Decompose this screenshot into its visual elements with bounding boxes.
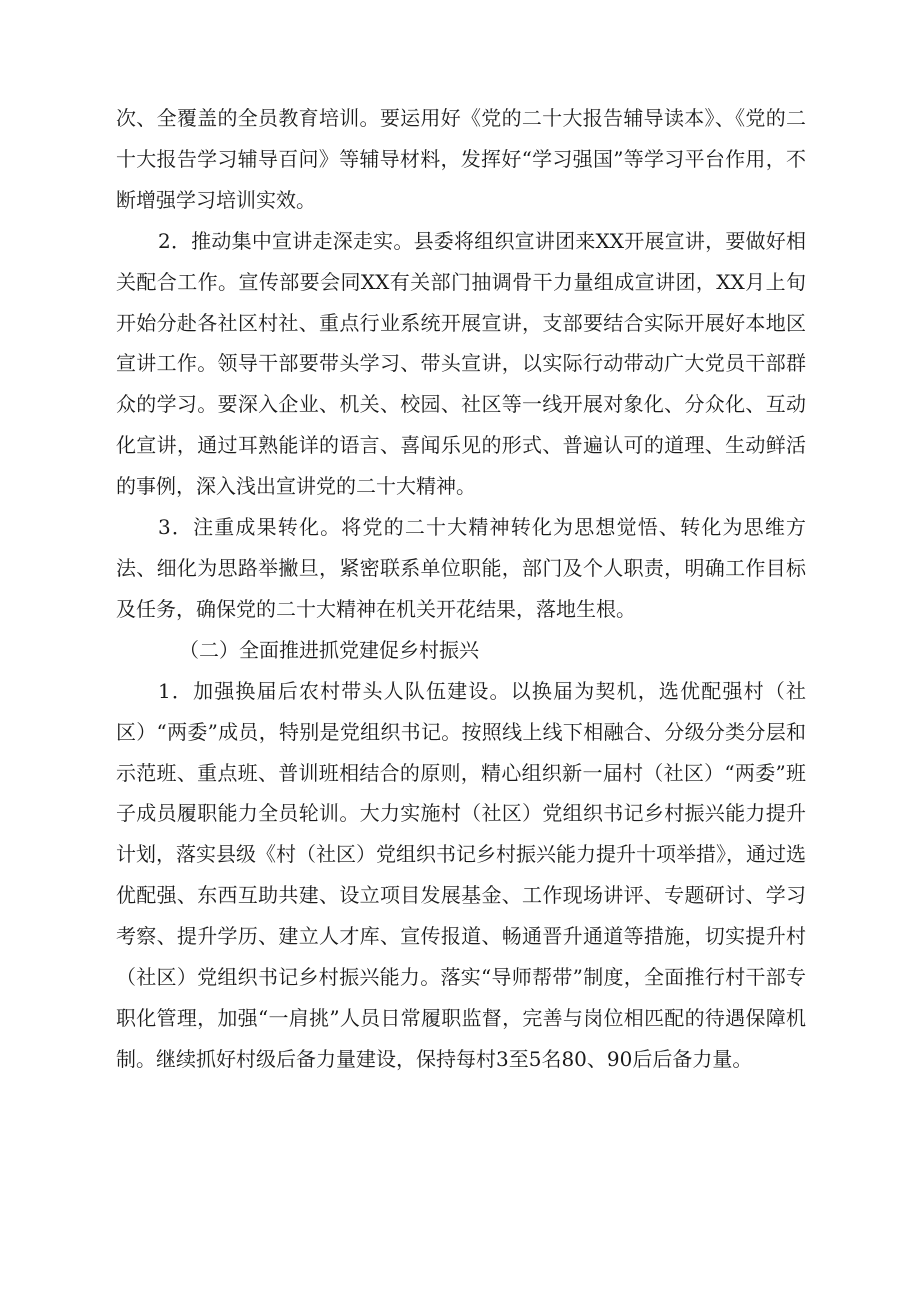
document-body xyxy=(116,98,806,1080)
paragraph-item-3: 3．注重成果转化。将党的二十大精神转化为思想觉悟、转化为思维方法、细化为思路举撇旦，紧密联系单位职能，部门及个人职责，明确工作目标及任务，确保党的二十大精神在机关开花结果，落地生根。 xyxy=(116,515,806,621)
paragraph-item-1: 1．加强换届后农村带头人队伍建设。以换届为契机，选优配强村（社区）“两委”成员，特别是党组织书记。按照线上线下相融合、分级分类分层和示范班、重点班、普训班相结合的原则，精心组织新一届村（社区）“两委”班子成员履职能力全员轮训。大力实施村（社区）党组织书记乡村振兴能力提升计划，落实县级《村（社区）党组织书记乡村振兴能力提升十项举措》，通过选优配强、东西互助共建、设立项目发展基金、工作现场讲评、专题研讨、学习考察、提升学历、建立人才库、宣传报道、畅通晋升通道等措施，切实提升村（社区）党组织书记乡村振兴能力。落实“导师帮带”制度，全面推行村干部专职化管理，加强“一肩挑”人员日常履职监督，完善与岗位相匹配的待遇保障机制。继续抓好村级后备力量建设，保持每村3至5名80、90后后备力量。 xyxy=(116,678,806,1071)
section-heading: （二）全面推进抓党建促乡村振兴 xyxy=(179,637,479,662)
paragraph-continuation: 次、全覆盖的全员教育培训。要运用好《党的二十大报告辅导读本》、《党的二十大报告学习辅导百问》等辅导材料，发挥好“学习强国”等学习平台作用，不断增强学习培训实效。 xyxy=(116,106,806,212)
paragraph-item-2: 2．推动集中宣讲走深走实。县委将组织宣讲团来XX开展宣讲，要做好相关配合工作。宣传部要会同XX有关部门抽调骨干力量组成宣讲团，XX月上旬开始分赴各社区村社、重点行业系统开展宣讲，支部要结合实际开展好本地区宣讲工作。领导干部要带头学习、带头宣讲，以实际行动带动广大党员干部群众的学习。要深入企业、机关、校园、社区等一线开展对象化、分众化、互动化宣讲，通过耳熟能详的语言、喜闻乐见的形式、普遍认可的道理、生动鲜活的事例，深入浅出宣讲党的二十大精神。 xyxy=(116,228,806,499)
